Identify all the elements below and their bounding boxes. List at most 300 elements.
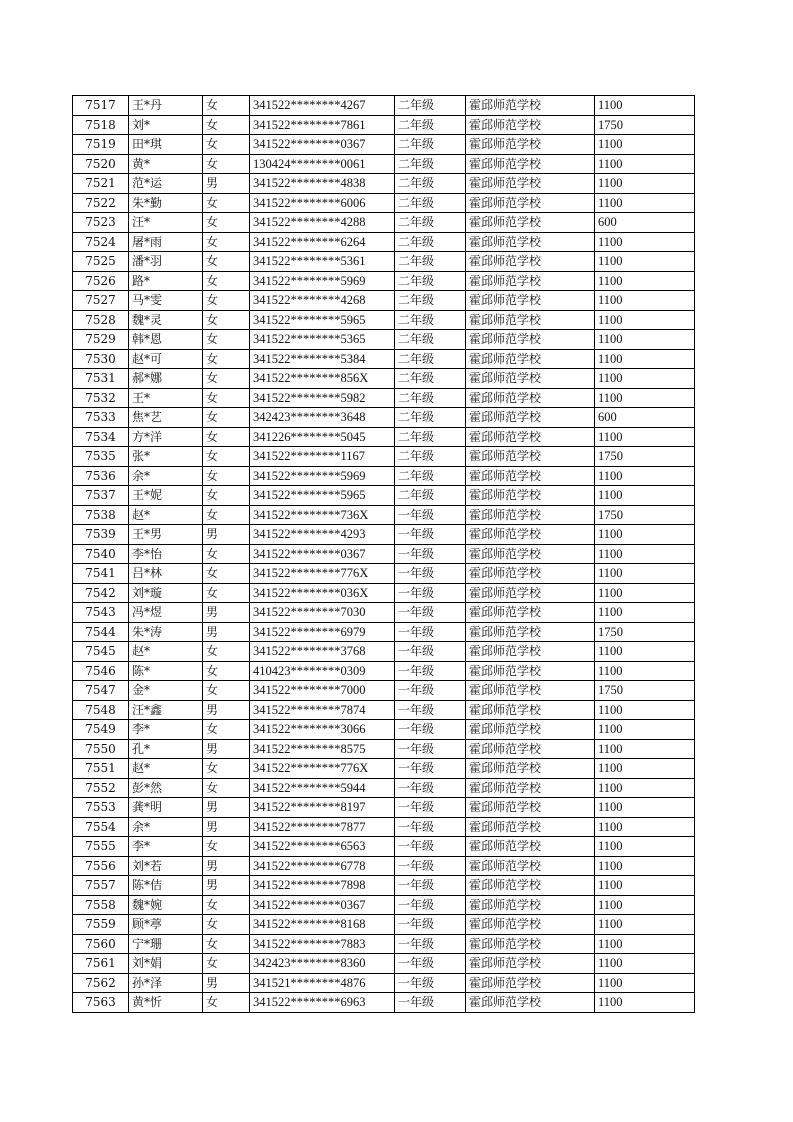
school-cell: 霍邱师范学校 <box>466 564 595 584</box>
amount-cell: 1100 <box>595 778 695 798</box>
amount-cell: 1100 <box>595 564 695 584</box>
student-name-cell: 路* <box>129 271 203 291</box>
school-cell: 霍邱师范学校 <box>466 856 595 876</box>
gender-cell: 男 <box>203 174 250 194</box>
grade-cell: 二年级 <box>395 193 466 213</box>
row-number-cell: 7552 <box>73 778 129 798</box>
id-number-cell: 341522********6264 <box>250 232 395 252</box>
grade-cell: 二年级 <box>395 154 466 174</box>
table-row <box>73 388 695 408</box>
gender-cell: 女 <box>203 661 250 681</box>
student-name-cell: 冯*煜 <box>129 603 203 623</box>
grade-cell: 一年级 <box>395 876 466 896</box>
school-cell: 霍邱师范学校 <box>466 622 595 642</box>
school-cell: 霍邱师范学校 <box>466 798 595 818</box>
school-cell: 霍邱师范学校 <box>466 817 595 837</box>
student-name-cell: 范*运 <box>129 174 203 194</box>
table-row <box>73 759 695 779</box>
amount-cell: 1100 <box>595 388 695 408</box>
table-row <box>73 973 695 993</box>
table-row <box>73 720 695 740</box>
grade-cell: 一年级 <box>395 564 466 584</box>
table-row <box>73 310 695 330</box>
amount-cell: 1100 <box>595 174 695 194</box>
table-row <box>73 895 695 915</box>
table-row <box>73 798 695 818</box>
row-number-cell: 7554 <box>73 817 129 837</box>
grade-cell: 一年级 <box>395 856 466 876</box>
student-name-cell: 王*妮 <box>129 486 203 506</box>
table-row <box>73 154 695 174</box>
id-number-cell: 341522********7877 <box>250 817 395 837</box>
gender-cell: 男 <box>203 622 250 642</box>
row-number-cell: 7537 <box>73 486 129 506</box>
grade-cell: 一年级 <box>395 973 466 993</box>
grade-cell: 一年级 <box>395 934 466 954</box>
gender-cell: 女 <box>203 193 250 213</box>
id-number-cell: 341522********4838 <box>250 174 395 194</box>
amount-cell: 1100 <box>595 642 695 662</box>
grade-cell: 二年级 <box>395 96 466 116</box>
amount-cell: 1100 <box>595 193 695 213</box>
table-row <box>73 700 695 720</box>
gender-cell: 女 <box>203 135 250 155</box>
grade-cell: 一年级 <box>395 759 466 779</box>
gender-cell: 女 <box>203 466 250 486</box>
row-number-cell: 7533 <box>73 408 129 428</box>
school-cell: 霍邱师范学校 <box>466 583 595 603</box>
id-number-cell: 341522********4268 <box>250 291 395 311</box>
grade-cell: 二年级 <box>395 330 466 350</box>
student-name-cell: 屠*雨 <box>129 232 203 252</box>
table-row <box>73 213 695 233</box>
amount-cell: 1100 <box>595 154 695 174</box>
table-row <box>73 681 695 701</box>
student-name-cell: 郝*娜 <box>129 369 203 389</box>
student-name-cell: 魏*婉 <box>129 895 203 915</box>
gender-cell: 女 <box>203 895 250 915</box>
gender-cell: 男 <box>203 856 250 876</box>
table-row <box>73 837 695 857</box>
amount-cell: 1750 <box>595 447 695 467</box>
amount-cell: 1100 <box>595 720 695 740</box>
row-number-cell: 7534 <box>73 427 129 447</box>
row-number-cell: 7551 <box>73 759 129 779</box>
student-name-cell: 宁*珊 <box>129 934 203 954</box>
gender-cell: 女 <box>203 369 250 389</box>
grade-cell: 一年级 <box>395 993 466 1013</box>
grade-cell: 一年级 <box>395 817 466 837</box>
id-number-cell: 341522********7030 <box>250 603 395 623</box>
student-name-cell: 朱*勤 <box>129 193 203 213</box>
school-cell: 霍邱师范学校 <box>466 193 595 213</box>
amount-cell: 1100 <box>595 876 695 896</box>
school-cell: 霍邱师范学校 <box>466 603 595 623</box>
grade-cell: 二年级 <box>395 291 466 311</box>
grade-cell: 二年级 <box>395 369 466 389</box>
id-number-cell: 341522********7898 <box>250 876 395 896</box>
school-cell: 霍邱师范学校 <box>466 993 595 1013</box>
student-name-cell: 朱*涛 <box>129 622 203 642</box>
school-cell: 霍邱师范学校 <box>466 213 595 233</box>
grade-cell: 二年级 <box>395 466 466 486</box>
table-row <box>73 915 695 935</box>
table-row <box>73 564 695 584</box>
gender-cell: 女 <box>203 642 250 662</box>
student-name-cell: 焦*艺 <box>129 408 203 428</box>
row-number-cell: 7558 <box>73 895 129 915</box>
student-name-cell: 陈* <box>129 661 203 681</box>
gender-cell: 男 <box>203 525 250 545</box>
amount-cell: 1750 <box>595 681 695 701</box>
row-number-cell: 7521 <box>73 174 129 194</box>
amount-cell: 1100 <box>595 466 695 486</box>
amount-cell: 1100 <box>595 291 695 311</box>
student-name-cell: 王* <box>129 388 203 408</box>
amount-cell: 1100 <box>595 525 695 545</box>
student-name-cell: 刘*璇 <box>129 583 203 603</box>
row-number-cell: 7519 <box>73 135 129 155</box>
amount-cell: 1100 <box>595 330 695 350</box>
student-name-cell: 孔* <box>129 739 203 759</box>
table-body <box>73 96 695 1013</box>
student-name-cell: 韩*恩 <box>129 330 203 350</box>
table-row <box>73 486 695 506</box>
student-name-cell: 陈*佶 <box>129 876 203 896</box>
row-number-cell: 7522 <box>73 193 129 213</box>
student-name-cell: 刘*若 <box>129 856 203 876</box>
amount-cell: 600 <box>595 213 695 233</box>
table-row <box>73 96 695 116</box>
table-row <box>73 817 695 837</box>
grade-cell: 一年级 <box>395 505 466 525</box>
school-cell: 霍邱师范学校 <box>466 525 595 545</box>
id-number-cell: 341522********4293 <box>250 525 395 545</box>
row-number-cell: 7538 <box>73 505 129 525</box>
amount-cell: 1100 <box>595 837 695 857</box>
gender-cell: 女 <box>203 96 250 116</box>
grade-cell: 二年级 <box>395 388 466 408</box>
gender-cell: 女 <box>203 954 250 974</box>
gender-cell: 女 <box>203 115 250 135</box>
id-number-cell: 341522********8168 <box>250 915 395 935</box>
row-number-cell: 7547 <box>73 681 129 701</box>
row-number-cell: 7561 <box>73 954 129 974</box>
amount-cell: 1100 <box>595 954 695 974</box>
student-name-cell: 魏*灵 <box>129 310 203 330</box>
row-number-cell: 7518 <box>73 115 129 135</box>
gender-cell: 男 <box>203 739 250 759</box>
amount-cell: 600 <box>595 408 695 428</box>
amount-cell: 1100 <box>595 973 695 993</box>
row-number-cell: 7548 <box>73 700 129 720</box>
row-number-cell: 7545 <box>73 642 129 662</box>
gender-cell: 男 <box>203 973 250 993</box>
school-cell: 霍邱师范学校 <box>466 369 595 389</box>
id-number-cell: 341522********5969 <box>250 271 395 291</box>
student-name-cell: 王*丹 <box>129 96 203 116</box>
table-row <box>73 505 695 525</box>
grade-cell: 一年级 <box>395 681 466 701</box>
student-name-cell: 顾*葶 <box>129 915 203 935</box>
amount-cell: 1100 <box>595 856 695 876</box>
row-number-cell: 7524 <box>73 232 129 252</box>
school-cell: 霍邱师范学校 <box>466 427 595 447</box>
amount-cell: 1100 <box>595 252 695 272</box>
id-number-cell: 341522********7861 <box>250 115 395 135</box>
amount-cell: 1100 <box>595 369 695 389</box>
id-number-cell: 341522********4288 <box>250 213 395 233</box>
amount-cell: 1100 <box>595 895 695 915</box>
row-number-cell: 7549 <box>73 720 129 740</box>
amount-cell: 1100 <box>595 934 695 954</box>
row-number-cell: 7520 <box>73 154 129 174</box>
id-number-cell: 341522********0367 <box>250 135 395 155</box>
school-cell: 霍邱师范学校 <box>466 408 595 428</box>
row-number-cell: 7546 <box>73 661 129 681</box>
gender-cell: 女 <box>203 759 250 779</box>
gender-cell: 女 <box>203 837 250 857</box>
gender-cell: 女 <box>203 427 250 447</box>
school-cell: 霍邱师范学校 <box>466 505 595 525</box>
id-number-cell: 342423********8360 <box>250 954 395 974</box>
grade-cell: 一年级 <box>395 915 466 935</box>
school-cell: 霍邱师范学校 <box>466 954 595 974</box>
school-cell: 霍邱师范学校 <box>466 739 595 759</box>
school-cell: 霍邱师范学校 <box>466 115 595 135</box>
school-cell: 霍邱师范学校 <box>466 388 595 408</box>
table-row <box>73 252 695 272</box>
grade-cell: 二年级 <box>395 349 466 369</box>
student-name-cell: 汪* <box>129 213 203 233</box>
id-number-cell: 341522********7883 <box>250 934 395 954</box>
gender-cell: 女 <box>203 681 250 701</box>
row-number-cell: 7550 <box>73 739 129 759</box>
student-name-cell: 田*琪 <box>129 135 203 155</box>
gender-cell: 男 <box>203 798 250 818</box>
id-number-cell: 341522********736X <box>250 505 395 525</box>
amount-cell: 1750 <box>595 115 695 135</box>
student-name-cell: 张* <box>129 447 203 467</box>
table-row <box>73 739 695 759</box>
grade-cell: 二年级 <box>395 310 466 330</box>
grade-cell: 二年级 <box>395 447 466 467</box>
school-cell: 霍邱师范学校 <box>466 291 595 311</box>
student-name-cell: 赵* <box>129 759 203 779</box>
gender-cell: 女 <box>203 934 250 954</box>
gender-cell: 女 <box>203 310 250 330</box>
school-cell: 霍邱师范学校 <box>466 837 595 857</box>
table-row <box>73 408 695 428</box>
grade-cell: 一年级 <box>395 583 466 603</box>
amount-cell: 1100 <box>595 661 695 681</box>
id-number-cell: 341522********1167 <box>250 447 395 467</box>
school-cell: 霍邱师范学校 <box>466 330 595 350</box>
table-row <box>73 622 695 642</box>
amount-cell: 1100 <box>595 135 695 155</box>
gender-cell: 女 <box>203 291 250 311</box>
grade-cell: 一年级 <box>395 739 466 759</box>
student-name-cell: 刘*娟 <box>129 954 203 974</box>
school-cell: 霍邱师范学校 <box>466 310 595 330</box>
school-cell: 霍邱师范学校 <box>466 720 595 740</box>
amount-cell: 1100 <box>595 817 695 837</box>
row-number-cell: 7555 <box>73 837 129 857</box>
gender-cell: 女 <box>203 232 250 252</box>
row-number-cell: 7553 <box>73 798 129 818</box>
school-cell: 霍邱师范学校 <box>466 934 595 954</box>
row-number-cell: 7556 <box>73 856 129 876</box>
student-name-cell: 龚*明 <box>129 798 203 818</box>
row-number-cell: 7532 <box>73 388 129 408</box>
id-number-cell: 341522********5982 <box>250 388 395 408</box>
student-name-cell: 彭*然 <box>129 778 203 798</box>
row-number-cell: 7541 <box>73 564 129 584</box>
grade-cell: 一年级 <box>395 603 466 623</box>
id-number-cell: 341522********776X <box>250 759 395 779</box>
gender-cell: 女 <box>203 993 250 1013</box>
gender-cell: 男 <box>203 603 250 623</box>
amount-cell: 1100 <box>595 603 695 623</box>
school-cell: 霍邱师范学校 <box>466 252 595 272</box>
table-row <box>73 115 695 135</box>
table-row <box>73 447 695 467</box>
row-number-cell: 7544 <box>73 622 129 642</box>
id-number-cell: 341522********3066 <box>250 720 395 740</box>
id-number-cell: 341522********5361 <box>250 252 395 272</box>
id-number-cell: 341522********4267 <box>250 96 395 116</box>
id-number-cell: 341522********0367 <box>250 895 395 915</box>
gender-cell: 女 <box>203 252 250 272</box>
gender-cell: 女 <box>203 388 250 408</box>
student-name-cell: 黄* <box>129 154 203 174</box>
id-number-cell: 341522********7000 <box>250 681 395 701</box>
id-number-cell: 341522********5965 <box>250 486 395 506</box>
school-cell: 霍邱师范学校 <box>466 915 595 935</box>
school-cell: 霍邱师范学校 <box>466 154 595 174</box>
grade-cell: 一年级 <box>395 525 466 545</box>
table-row <box>73 174 695 194</box>
amount-cell: 1100 <box>595 349 695 369</box>
id-number-cell: 341522********5944 <box>250 778 395 798</box>
student-name-cell: 李* <box>129 837 203 857</box>
school-cell: 霍邱师范学校 <box>466 544 595 564</box>
table-row <box>73 603 695 623</box>
table-row <box>73 583 695 603</box>
table-row <box>73 661 695 681</box>
student-name-cell: 汪*鑫 <box>129 700 203 720</box>
grade-cell: 一年级 <box>395 798 466 818</box>
row-number-cell: 7560 <box>73 934 129 954</box>
row-number-cell: 7526 <box>73 271 129 291</box>
amount-cell: 1100 <box>595 427 695 447</box>
amount-cell: 1100 <box>595 232 695 252</box>
row-number-cell: 7530 <box>73 349 129 369</box>
amount-cell: 1100 <box>595 544 695 564</box>
id-number-cell: 341522********8575 <box>250 739 395 759</box>
id-number-cell: 130424********0061 <box>250 154 395 174</box>
table-row <box>73 291 695 311</box>
amount-cell: 1100 <box>595 739 695 759</box>
grade-cell: 一年级 <box>395 954 466 974</box>
table-row <box>73 232 695 252</box>
grade-cell: 一年级 <box>395 544 466 564</box>
id-number-cell: 341522********6778 <box>250 856 395 876</box>
grade-cell: 一年级 <box>395 837 466 857</box>
school-cell: 霍邱师范学校 <box>466 681 595 701</box>
gender-cell: 女 <box>203 154 250 174</box>
table-row <box>73 525 695 545</box>
grade-cell: 一年级 <box>395 700 466 720</box>
gender-cell: 女 <box>203 778 250 798</box>
table-row <box>73 466 695 486</box>
grade-cell: 一年级 <box>395 642 466 662</box>
student-name-cell: 余* <box>129 817 203 837</box>
student-name-cell: 赵* <box>129 505 203 525</box>
table-row <box>73 856 695 876</box>
table-row <box>73 369 695 389</box>
school-cell: 霍邱师范学校 <box>466 271 595 291</box>
grade-cell: 二年级 <box>395 135 466 155</box>
gender-cell: 女 <box>203 583 250 603</box>
row-number-cell: 7535 <box>73 447 129 467</box>
grade-cell: 一年级 <box>395 895 466 915</box>
table-row <box>73 330 695 350</box>
gender-cell: 男 <box>203 700 250 720</box>
student-name-cell: 黄*忻 <box>129 993 203 1013</box>
gender-cell: 女 <box>203 486 250 506</box>
id-number-cell: 341522********776X <box>250 564 395 584</box>
row-number-cell: 7523 <box>73 213 129 233</box>
student-name-cell: 赵* <box>129 642 203 662</box>
table-row <box>73 544 695 564</box>
grade-cell: 一年级 <box>395 661 466 681</box>
gender-cell: 女 <box>203 544 250 564</box>
grade-cell: 二年级 <box>395 115 466 135</box>
gender-cell: 女 <box>203 720 250 740</box>
student-subsidy-table <box>72 95 695 1013</box>
row-number-cell: 7536 <box>73 466 129 486</box>
row-number-cell: 7559 <box>73 915 129 935</box>
grade-cell: 一年级 <box>395 622 466 642</box>
amount-cell: 1750 <box>595 505 695 525</box>
grade-cell: 二年级 <box>395 486 466 506</box>
table-row <box>73 427 695 447</box>
amount-cell: 1100 <box>595 583 695 603</box>
row-number-cell: 7529 <box>73 330 129 350</box>
gender-cell: 女 <box>203 213 250 233</box>
student-name-cell: 方*洋 <box>129 427 203 447</box>
student-name-cell: 潘*羽 <box>129 252 203 272</box>
id-number-cell: 410423********0309 <box>250 661 395 681</box>
amount-cell: 1100 <box>595 915 695 935</box>
row-number-cell: 7540 <box>73 544 129 564</box>
gender-cell: 女 <box>203 349 250 369</box>
gender-cell: 男 <box>203 876 250 896</box>
grade-cell: 一年级 <box>395 720 466 740</box>
amount-cell: 1750 <box>595 622 695 642</box>
amount-cell: 1100 <box>595 310 695 330</box>
amount-cell: 1100 <box>595 700 695 720</box>
row-number-cell: 7528 <box>73 310 129 330</box>
table-row <box>73 993 695 1013</box>
table-row <box>73 135 695 155</box>
id-number-cell: 341521********4876 <box>250 973 395 993</box>
student-name-cell: 孙*泽 <box>129 973 203 993</box>
id-number-cell: 341522********5384 <box>250 349 395 369</box>
row-number-cell: 7517 <box>73 96 129 116</box>
student-name-cell: 金* <box>129 681 203 701</box>
